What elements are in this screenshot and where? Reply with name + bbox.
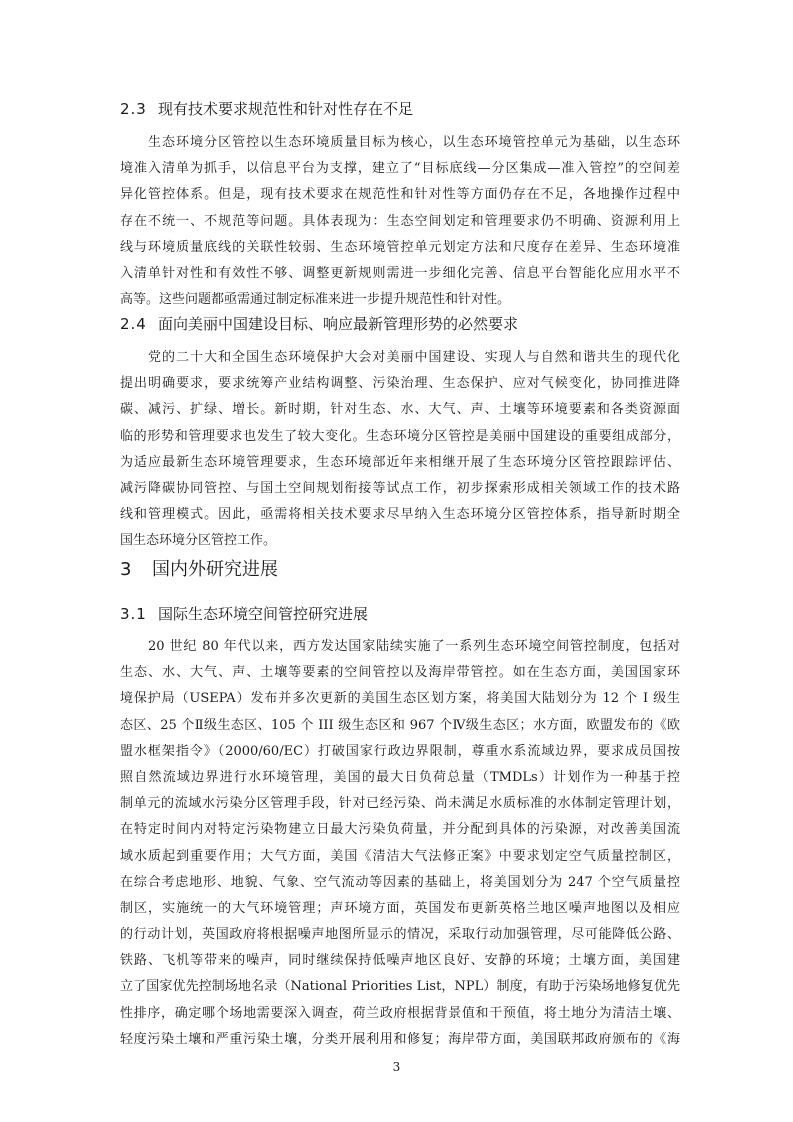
text-line: 入清单针对性和有效性不够、调整更新规则需进一步细化完善、信息平台智能化应用水平不 [120, 265, 680, 281]
text-line: 减污降碳协同管控、与国土空间规划衔接等试点工作，初步探索形成相关领域工作的技术路 [120, 480, 680, 496]
text-line: 境保护局（USEPA）发布并多次更新的美国生态区划方案，将美国大陆划分为 12 个 I 级生 [120, 691, 680, 707]
section-number: 3.1 [120, 605, 147, 623]
text-line: 境准入清单为抓手，以信息平台为支撑，建立了“目标底线—分区集成—准入管控”的空间差 [120, 161, 680, 177]
text-line: 生态、水、大气、声、土壤等要素的空间管控以及海岸带管控。如在生态方面，美国国家环 [120, 665, 680, 681]
text-line: 线和管理模式。因此，亟需将相关技术要求尽早纳入生态环境分区管控体系，指导新时期全 [120, 507, 680, 523]
section-heading-2-3 [120, 99, 680, 119]
text-line: 制单元的流域水污染分区管理手段，针对已经污染、尚未满足水质标准的水体制定管理计划， [120, 796, 680, 812]
text-line: 性排序，确定哪个场地需要深入调查，荷兰政府根据背景值和干预值，将土地分为清洁土壤、 [120, 1005, 680, 1021]
text-line: 的行动计划，英国政府将根据噪声地图所显示的情况，采取行动加强管理，尽可能降低公路、 [120, 927, 680, 943]
chapter-title: 国内外研究进展 [152, 559, 278, 580]
text-line: 临的形势和管理要求也发生了较大变化。生态环境分区管控是美丽中国建设的重要组成部分， [120, 428, 680, 444]
section-title: 国际生态环境空间管控研究进展 [158, 605, 369, 623]
paragraph-2-4 [120, 345, 680, 555]
text-line: 态区、25 个Ⅱ级生态区、105 个 III 级生态区和 967 个Ⅳ级生态区；水方面，欧盟发布的《欧 [120, 717, 680, 733]
text-line: 碳、减污、扩绿、增长。新时期，针对生态、水、大气、声、土壤等环境要素和各类资源面 [120, 402, 680, 418]
text-line: 盟水框架指令》（2000/60/EC）打破国家行政边界限制，尊重水系流域边界，要求成员国按 [120, 743, 680, 759]
paragraph-3-1 [120, 634, 680, 1053]
text-line: 存在不统一、不规范等问题。具体表现为：生态空间划定和管理要求仍不明确、资源利用上 [120, 213, 680, 229]
section-number: 2.4 [120, 315, 147, 333]
section-title: 现有技术要求规范性和针对性存在不足 [158, 100, 414, 118]
page-number: 3 [392, 1060, 401, 1074]
text-line: 立了国家优先控制场地名录（National Priorities List，NPL）制度，有助于污染场地修复优先 [120, 979, 680, 995]
text-line: 生态环境分区管控以生态环境质量目标为核心，以生态环境管控单元为基础，以生态环 [148, 135, 680, 150]
text-line: 制区，实施统一的大气环境管理；声环境方面，英国发布更新英格兰地区噪声地图以及相应 [120, 900, 680, 916]
text-line: 提出明确要求，要求统筹产业结构调整、污染治理、生态保护、应对气候变化，协同推进降 [120, 376, 680, 392]
section-heading-3-1 [120, 604, 680, 624]
text-line: 国生态环境分区管控工作。 [120, 533, 277, 549]
text-line: 铁路、飞机等带来的噪声，同时继续保持低噪声地区良好、安静的环境；土壤方面，美国建 [120, 953, 680, 969]
text-line: 线与环境质量底线的关联性较弱、生态环境管控单元划定方法和尺度存在差异、生态环境准 [120, 239, 680, 255]
text-line: 异化管控体系。但是，现有技术要求在规范性和针对性等方面仍存在不足，各地操作过程中 [120, 187, 680, 203]
text-line: 在综合考虑地形、地貌、气象、空气流动等因素的基础上，将美国划分为 247 个空气质量控 [120, 874, 680, 890]
chapter-heading-3 [120, 558, 680, 582]
text-line: 在特定时间内对特定污染物建立日最大污染负荷量，并分配到具体的污染源，对改善美国流 [120, 822, 680, 838]
text-line: 域水质起到重要作用；大气方面，美国《清洁大气法修正案》中要求划定空气质量控制区， [120, 848, 680, 864]
text-line: 党的二十大和全国生态环境保护大会对美丽中国建设、实现人与自然和谐共生的现代化 [148, 350, 680, 365]
section-number: 2.3 [120, 100, 147, 118]
chapter-number: 3 [120, 559, 132, 580]
section-title: 面向美丽中国建设目标、响应最新管理形势的必然要求 [158, 315, 519, 333]
text-line: 为适应最新生态环境管理要求，生态环境部近年来相继开展了生态环境分区管控跟踪评估、 [120, 454, 680, 470]
text-line: 20 世纪 80 年代以来，西方发达国家陆续实施了一系列生态环境空间管控制度，包括对 [148, 639, 680, 654]
text-line: 照自然流域边界进行水环境管理，美国的最大日负荷总量（TMDLs）计划作为一种基于控 [120, 769, 680, 785]
text-line: 高等。这些问题都亟需通过制定标准来进一步提升规范性和针对性。 [120, 292, 511, 308]
paragraph-2-3 [120, 130, 680, 313]
section-heading-2-4 [120, 314, 680, 334]
text-line: 轻度污染土壤和严重污染土壤，分类开展利用和修复；海岸带方面，美国联邦政府颁布的《海 [120, 1031, 680, 1047]
